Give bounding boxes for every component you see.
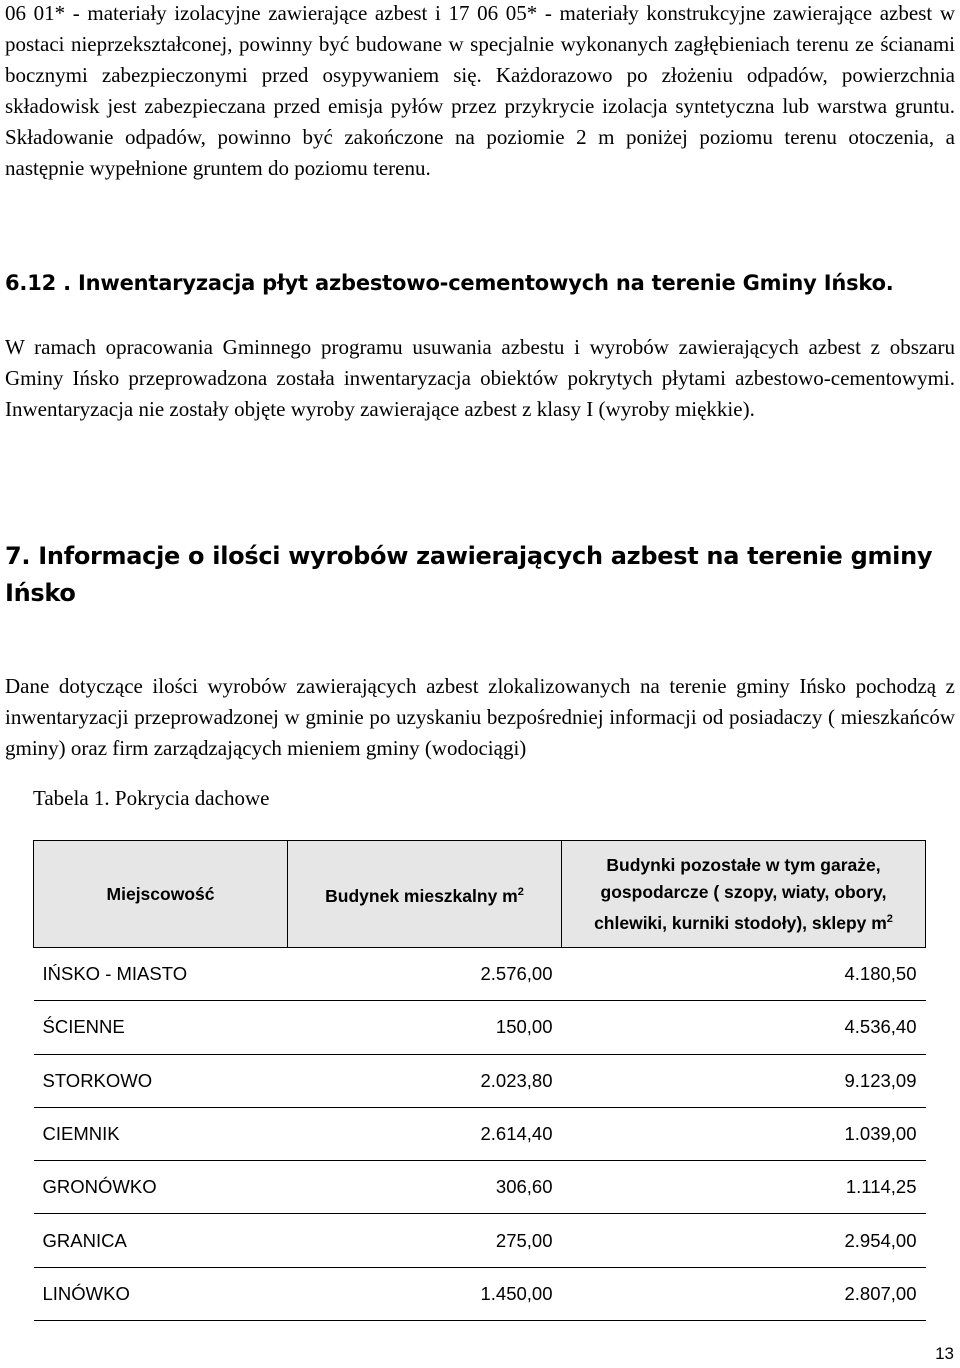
cell-other: 4.180,50	[562, 948, 926, 1001]
section-7-paragraph: Dane dotyczące ilości wyrobów zawierających azbest zlokalizowanych na terenie gminy Ińsko pochodzą z inwentaryzacji przeprowadzonej w gminie po uzyskaniu bezpośredniej informacji od posiadaczy ( mieszkańców gminy) oraz firm zarządzających mieniem gminy (wodociągi)	[5, 674, 955, 760]
cell-other: 1.039,00	[562, 1107, 926, 1160]
table-caption: Tabela 1. Pokrycia dachowe	[33, 786, 270, 810]
intro-paragraph: 06 01* - materiały izolacyjne zawierające azbest i 17 06 05* - materiały konstrukcyjne zawierające azbest w postaci nieprzekształconej, powinny być budowane w specjalnie wykonanych zagłębieniach terenu ze ścianami bocznymi zabezpieczonymi przed osypywaniem się. Każdorazowo po złożeniu odpadów, powierzchnia składowisk jest zabezpieczana przed emisja pyłów przez przykrycie izolacja syntetyczna lub warstwa gruntu. Składowanie odpadów, powinno być zakończone na poziomie 2 m poniżej poziomu terenu otoczenia, a następnie wypełnione gruntem do poziomu terenu.	[5, 1, 955, 180]
cell-place: CIEMNIK	[34, 1107, 288, 1160]
cell-other: 1.114,25	[562, 1161, 926, 1214]
cell-residential: 2.576,00	[288, 948, 562, 1001]
cell-residential: 306,60	[288, 1161, 562, 1214]
header-other-sup: 2	[886, 912, 893, 925]
table-row	[34, 1214, 926, 1267]
cell-other: 9.123,09	[562, 1054, 926, 1107]
cell-residential: 275,00	[288, 1214, 562, 1267]
table-row	[34, 948, 926, 1001]
cell-other: 2.807,00	[562, 1267, 926, 1320]
header-residential-sup: 2	[517, 885, 524, 898]
cell-residential: 150,00	[288, 1001, 562, 1054]
table-row	[34, 1001, 926, 1054]
cell-place: ŚCIENNE	[34, 1001, 288, 1054]
page-number: 13	[935, 1344, 954, 1363]
cell-place: GRANICA	[34, 1214, 288, 1267]
cell-residential: 1.450,00	[288, 1267, 562, 1320]
table-row	[34, 1054, 926, 1107]
cell-place: LINÓWKO	[34, 1267, 288, 1320]
header-other-buildings: Budynki pozostałe w tym garaże, gospodarcze ( szopy, wiaty, obory, chlewiki, kurniki stodoły), sklepy $m^2$	[562, 841, 926, 948]
section-6-12-heading: 6.12 . Inwentaryzacja płyt azbestowo-cementowych na terenie Gminy Ińsko.	[5, 271, 894, 295]
roof-coverings-table	[33, 840, 926, 1321]
header-residential: Budynek mieszkalny $m^2$	[288, 841, 562, 948]
cell-other: 2.954,00	[562, 1214, 926, 1267]
table-row	[34, 1107, 926, 1160]
cell-other: 4.536,40	[562, 1001, 926, 1054]
table-row	[34, 1161, 926, 1214]
cell-place: STORKOWO	[34, 1054, 288, 1107]
cell-residential: 2.023,80	[288, 1054, 562, 1107]
table-row	[34, 1267, 926, 1320]
section-6-12-paragraph: W ramach opracowania Gminnego programu usuwania azbestu i wyrobów zawierających azbest z obszaru Gminy Ińsko przeprowadzona została inwentaryzacja obiektów pokrytych płytami azbestowo-cementowymi. Inwentaryzacja nie zostały objęte wyroby zawierające azbest z klasy I (wyroby miękkie).	[5, 335, 955, 421]
cell-place: IŃSKO - MIASTO	[34, 948, 288, 1001]
cell-place: GRONÓWKO	[34, 1161, 288, 1214]
header-place: Miejscowość	[34, 841, 288, 948]
section-7-heading: 7. Informacje o ilości wyrobów zawierających azbest na terenie gminy Ińsko	[5, 542, 933, 607]
table-header-row	[34, 841, 926, 948]
cell-residential: 2.614,40	[288, 1107, 562, 1160]
